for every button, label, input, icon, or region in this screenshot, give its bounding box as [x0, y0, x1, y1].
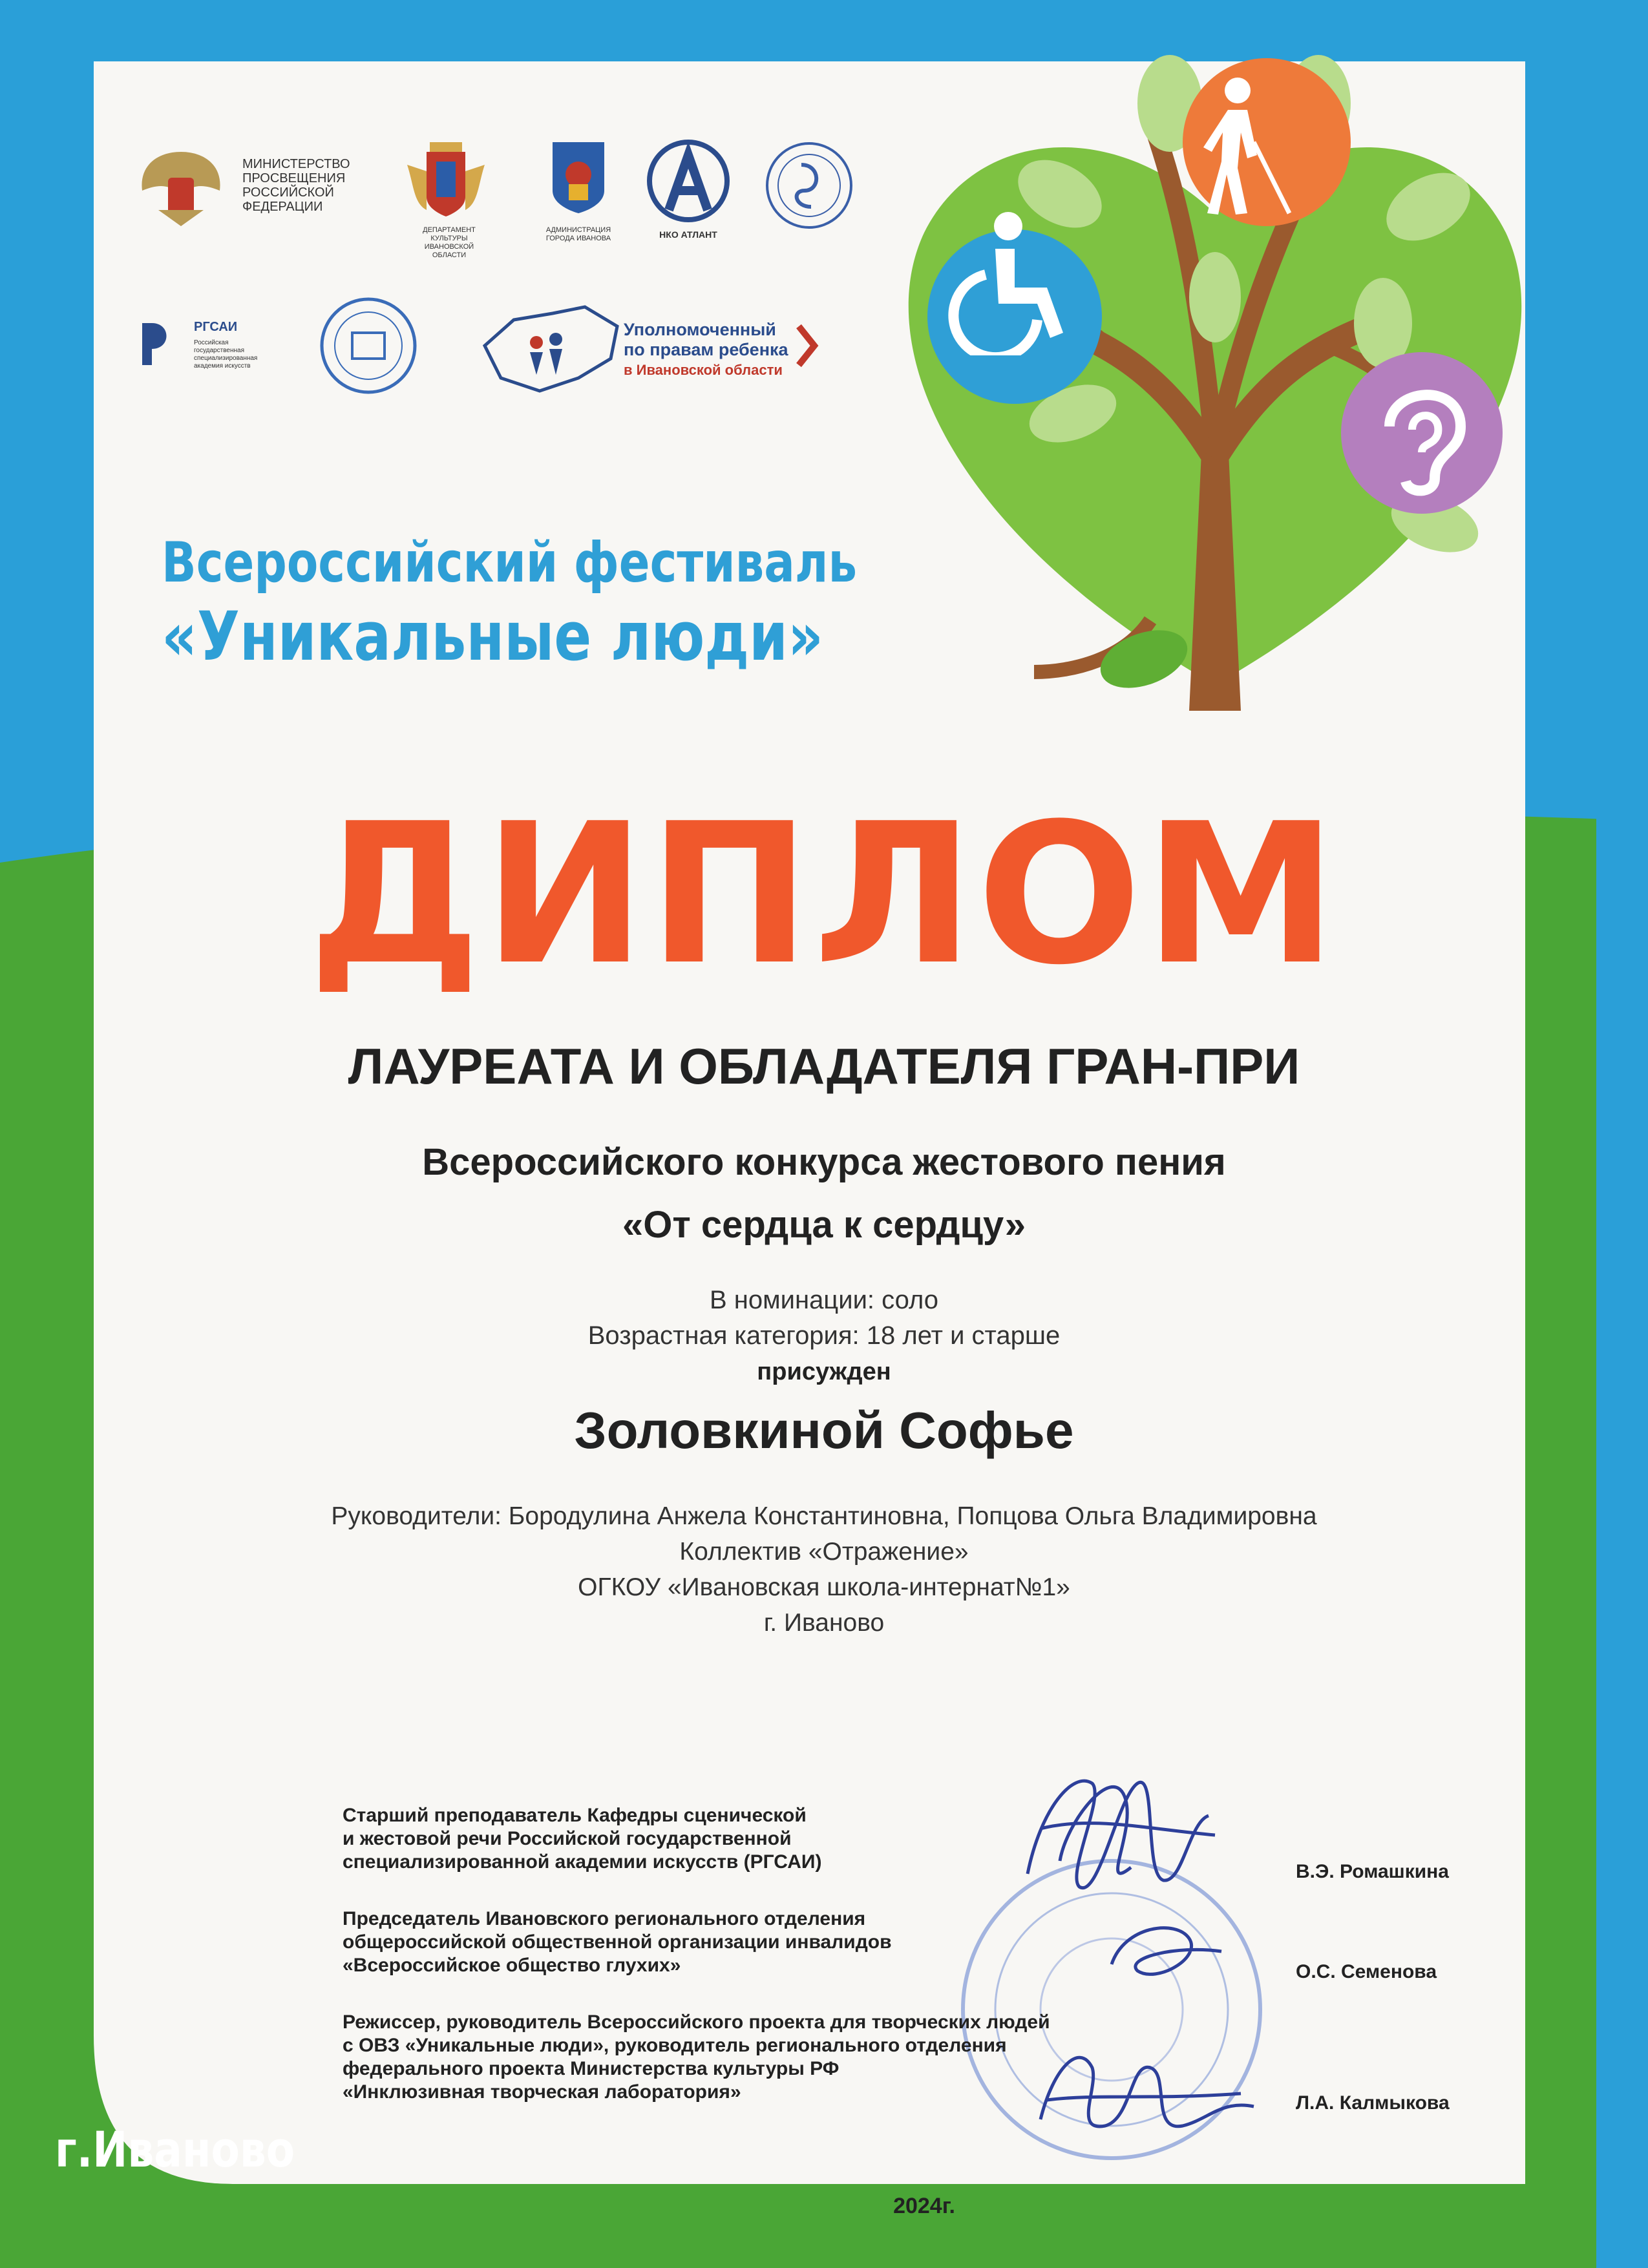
age-category: Возрастная категория: 18 лет и старше	[587, 1321, 1061, 1350]
diploma-subtitle: ЛАУРЕАТА И ОБЛАДАТЕЛЯ ГРАН-ПРИ	[348, 1038, 1300, 1095]
signatory-3-position: Режиссер, руководитель Всероссийского проекта для творческих людей с ОВЗ «Уникальные люди», руководитель регионального отделения федерального проекта Министерства культуры РФ «Инклюзивная творческая лаборатория»	[343, 2011, 1050, 2103]
nko-atlant-logo-icon	[643, 139, 734, 229]
festival-title-line1: Всероссийский фестиваль	[162, 530, 858, 595]
signatory-3-name: Л.А. Калмыкова	[1296, 2092, 1450, 2114]
signatory-1-position: Старший преподаватель Кафедры сценической и жестовой речи Российской государственной специализированной академии искусств (РГСАИ)	[343, 1805, 822, 1873]
signature-semenova	[1099, 1913, 1234, 1997]
recipient-name: Золовкиной Софье	[574, 1402, 1074, 1459]
rgsai-logo-text: РГСАИ	[194, 320, 238, 334]
nomination: В номинации: соло	[710, 1286, 938, 1314]
ministry-emblem-icon	[132, 145, 229, 229]
leaders: Руководители: Бородулина Анжела Константиновна, Попцова Ольга Владимировна	[331, 1502, 1317, 1530]
recipient-city: г. Иваново	[763, 1609, 885, 1637]
rgsai-logo-icon	[136, 317, 174, 368]
rgsai-full-name-text: Российская государственная специализированная академия искусств	[194, 339, 258, 370]
signature-romashkina	[1002, 1745, 1234, 1913]
festival-title-line2: «Уникальные люди»	[162, 597, 823, 677]
wheelchair-icon	[931, 207, 1079, 355]
contest-name-line2: «От сердца к сердцу»	[622, 1204, 1026, 1246]
dept-culture-logo-text: ДЕПАРТАМЕНТ КУЛЬТУРЫ ИВАНОВСКОЙ ОБЛАСТИ	[423, 226, 476, 259]
school: ОГКОУ «Ивановская школа-интернат№1»	[578, 1573, 1070, 1601]
awarded-label: присужден	[757, 1358, 891, 1385]
nko-atlant-logo-text: НКО АТЛАНТ	[659, 229, 717, 240]
collective: Коллектив «Отражение»	[679, 1538, 969, 1566]
footer-city: г.Иваново	[55, 2121, 295, 2178]
festival-title	[162, 530, 857, 677]
blind-person-icon	[1176, 71, 1305, 220]
ombudsman-logo-text: Уполномоченный по правам ребенка в Ивановской области	[624, 320, 788, 378]
ivanovo-city-coat-of-arms-icon	[549, 139, 607, 216]
chevron-right-icon	[794, 323, 819, 368]
ivanovo-region-coat-of-arms-icon	[401, 139, 491, 223]
signatory-1-name: В.Э. Ромашкина	[1296, 1861, 1449, 1882]
signatory-2-position: Председатель Ивановского регионального отделения общероссийской общественной организации инвалидов «Всероссийское общество глухих»	[343, 1908, 892, 1976]
ear-icon	[1370, 375, 1480, 498]
culture-center-seal-icon	[763, 139, 856, 233]
ministry-logo-text: МИНИСТЕРСТВО ПРОСВЕЩЕНИЯ РОССИЙСКОЙ ФЕДЕРАЦИИ	[242, 157, 350, 214]
signatory-2-name: О.С. Семенова	[1296, 1961, 1437, 1982]
contest-name-line1: Всероссийского конкурса жестового пения	[422, 1141, 1226, 1183]
diploma-title: ДИПЛОМ	[308, 782, 1340, 1007]
university-seal-icon	[317, 294, 420, 397]
admin-city-logo-text: АДМИНИСТРАЦИЯ ГОРОДА ИВАНОВА	[545, 226, 611, 242]
ivanovo-region-map-icon	[475, 300, 627, 397]
footer-year: 2024г.	[893, 2194, 955, 2218]
signature-kalmykova	[1021, 2029, 1267, 2145]
